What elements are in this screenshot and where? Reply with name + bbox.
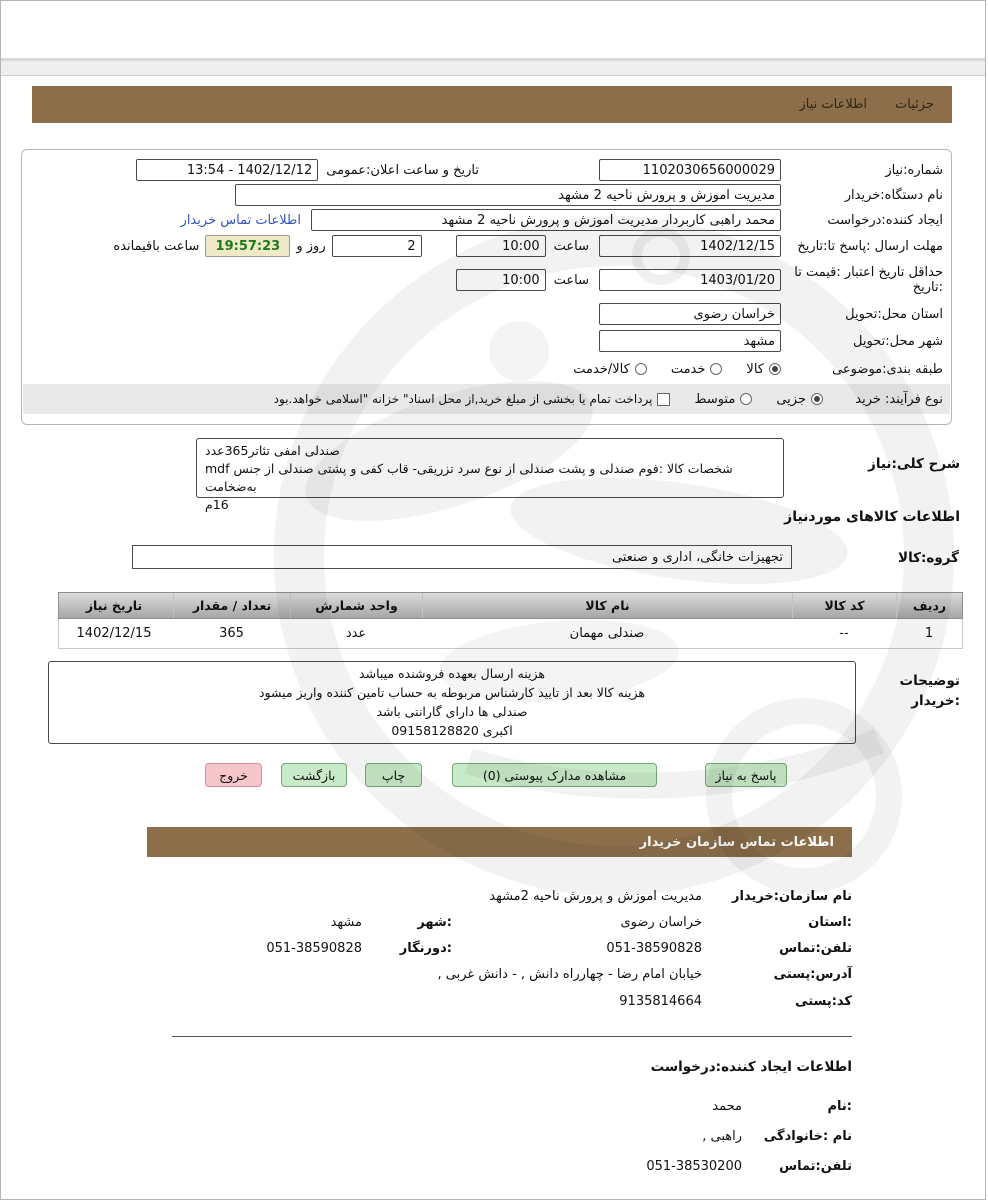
contact-row-address [302,964,852,984]
contact-city-label: :شهر [417,914,452,930]
col-header-unit: واحد شمارش [290,593,422,618]
row-city [30,329,943,353]
notes-textarea[interactable] [48,661,856,744]
radio-goods-label: کالا [746,361,764,377]
creator-label: ایجاد کننده:درخواست [827,212,943,228]
deadline-time-value: 10:00 [502,238,540,254]
validity-time-field[interactable] [456,269,546,291]
radio-minor-icon[interactable] [811,393,823,405]
contact-fax-value [212,941,362,956]
contact-fax-number: 051-38590828 [266,940,362,956]
table-row[interactable] [58,619,963,649]
radio-minor-label: جزیی [776,391,806,407]
contact-address-value: خیابان امام رضا - چهارراه دانش , - دانش غربی , [437,966,702,982]
row-province [30,302,943,326]
contact-fax-label: :دورنگار [399,940,452,956]
contact-postal-number: 9135814664 [619,993,702,1009]
goods-table-header [58,592,963,619]
toolbar-strip [1,61,985,76]
deadline-hour-label: ساعت [553,238,589,254]
respond-button[interactable]: پاسخ به نیاز [705,763,787,787]
back-button[interactable]: بازگشت [281,763,347,787]
city-field[interactable]: مشهد [599,330,781,352]
row-classification [30,357,943,381]
classification-label: طبقه بندی:موضوعی [832,361,943,377]
col-header-date: تاریخ نیاز [85,598,143,613]
city-label: شهر محل:تحویل [853,333,943,349]
radio-medium-icon[interactable] [740,393,752,405]
creator-row-name [562,1096,852,1116]
cell-code: -- [839,626,849,641]
contact-phone-value [452,941,702,956]
description-line: 16م [205,497,229,512]
section-divider [172,1036,852,1037]
cell-unit: عدد [345,626,367,641]
announce-label: تاریخ و ساعت اعلان:عمومی [326,162,479,178]
row-process-type [23,384,950,414]
deadline-date-field[interactable] [599,235,781,257]
creator-name-label: :نام [827,1098,852,1114]
days-unit-label: روز و [296,238,326,254]
creator-phone-value [562,1159,742,1174]
process-type-label: نوع فرآیند: خرید [855,391,943,407]
goods-table [58,592,963,649]
cell-qty: 365 [219,626,244,641]
view-attachments-button[interactable]: مشاهده مدارک پیوستی (0) [452,763,657,787]
radio-goods-service-label: کالا/خدمت [573,361,630,377]
deadline-time-field[interactable] [456,235,546,257]
col-header-name: نام کالا [422,593,792,618]
org-name-value: مدیریت اموزش و پرورش ناحیه 2مشهد [489,888,702,904]
goods-section-title: اطلاعات کالاهای موردنیاز [784,509,960,525]
contact-row-phone [212,938,852,958]
org-name-label: نام سازمان:خریدار [732,888,852,904]
radio-service[interactable] [671,362,723,377]
contact-phone-label: تلفن:تماس [779,940,852,956]
creator-phone-number: 051-38530200 [646,1158,742,1174]
radio-goods-icon[interactable] [769,363,781,375]
countdown-label: ساعت باقیمانده [113,238,200,254]
remaining-days-value: 2 [407,238,416,254]
province-label: استان محل:تحویل [845,306,943,322]
creator-name-value: محمد [712,1098,742,1114]
treasury-checkbox-icon[interactable] [657,393,670,406]
deadline-date-value: 1402/12/15 [700,238,775,254]
cell-row-number: 1 [924,626,934,641]
contact-city-value: مشهد [330,914,362,930]
row-creator [30,208,943,232]
validity-date-field[interactable] [599,269,781,291]
radio-goods-service[interactable] [573,362,647,377]
announce-value: 13:54 - 1402/12/12 [186,162,313,178]
buyer-org-field[interactable]: مدیریت اموزش و پرورش ناحیه 2 مشهد [235,184,781,206]
contact-row-region [212,912,852,932]
notes-line: هزینه کالا بعد از تایید کارشناس مربوطه به حساب تامین کننده واریز میشود [258,685,646,700]
creator-lastname-label: نام :خانوادگی [763,1128,852,1144]
need-number-value: 1102030656000029 [642,162,775,178]
radio-goods-service-icon[interactable] [635,363,647,375]
notes-line: اکبری 09158128820 [391,723,513,738]
radio-medium[interactable] [694,392,752,407]
creator-phone-label: تلفن:تماس [779,1158,852,1174]
notes-line: هزینه ارسال بعهده فروشنده میباشد [359,666,545,681]
contact-postal-value [452,994,702,1009]
countdown-timer [205,235,290,257]
notes-label: توضیحات :خریدار [899,673,960,709]
countdown-value: 19:57:23 [215,238,281,254]
row-buyer-org [30,183,943,207]
cell-name: صندلی مهمان [569,626,645,641]
notes-line: صندلی ها دارای گارانتی باشد [376,704,528,719]
deadline-label: مهلت ارسال :پاسخ تا:تاریخ [797,238,943,254]
row-deadline [30,234,943,258]
creator-row-lastname [562,1126,852,1146]
validity-hour-label: ساعت [553,272,589,288]
contact-row-postal [452,991,852,1011]
title-bar [32,86,952,123]
radio-medium-label: متوسط [694,391,736,407]
goods-group-field[interactable]: تجهیزات خانگی، اداری و صنعتی [132,545,792,569]
col-header-code: کد کالا [792,593,896,618]
need-form [21,149,952,425]
tab-details[interactable]: جزئیات [895,97,934,112]
province-field[interactable]: خراسان رضوی [599,303,781,325]
print-button[interactable]: چاپ [365,763,422,787]
contact-address-label: آدرس:پستی [773,966,852,982]
cell-date: 1402/12/15 [76,626,152,641]
creator-lastname-value: راهبی , [702,1128,742,1144]
col-header-row: ردیف [896,593,962,618]
description-label: شرح کلی:نیاز [868,456,960,472]
need-number-field[interactable] [599,159,781,181]
buyer-org-label: نام دستگاه:خریدار [844,187,943,203]
treasury-checkbox-item[interactable] [274,392,671,406]
contact-phone-number: 051-38590828 [606,940,702,956]
contact-postal-label: کد:پستی [795,993,852,1009]
tab-need-info[interactable]: اطلاعات نیاز [799,97,868,112]
row-need-number [30,158,943,182]
creator-field[interactable]: محمد راهبی کاربردار مدیریت اموزش و پرورش ناحیه 2 مشهد [311,209,781,231]
buyer-contact-link[interactable]: اطلاعات تماس خریدار [180,212,301,228]
radio-service-icon[interactable] [710,363,722,375]
buyer-contact-header: اطلاعات تماس سازمان خریدار [147,827,852,857]
col-header-qty: تعداد / مقدار [173,593,290,618]
radio-goods[interactable] [746,362,781,377]
exit-button[interactable]: خروج [205,763,262,787]
radio-service-label: خدمت [670,361,706,377]
radio-minor[interactable] [776,392,823,407]
treasury-checkbox-label: پرداخت تمام یا بخشی از مبلغ خرید,از محل اسناد" خزانه "اسلامی خواهد.بود [273,392,653,406]
description-line: شخصات کالا :فوم صندلی و پشت صندلی از نوع سرد تزریقی- قاب کفی و پشتی صندلی از جنس mdf به‌ضخامت [205,461,733,494]
row-validity [30,262,943,298]
announce-field[interactable] [136,159,318,181]
contact-row-org [452,886,852,906]
creator-row-phone [562,1156,852,1176]
validity-label: حداقل تاریخ اعتبار :قیمت تا :تاریخ [794,265,943,295]
request-creator-title: اطلاعات ایجاد کننده:درخواست [650,1059,852,1075]
validity-time-value: 10:00 [502,272,540,288]
contact-province-value: خراسان رضوی [620,914,702,930]
remaining-days-field[interactable] [332,235,422,257]
description-line: صندلی امفی تئاتر365عدد [205,443,340,458]
description-textarea[interactable] [196,438,784,512]
need-number-label: شماره:نیاز [885,162,943,178]
validity-date-value: 1403/01/20 [700,272,775,288]
contact-province-label: :استان [808,914,852,930]
goods-group-label: گروه:کالا [898,550,959,566]
